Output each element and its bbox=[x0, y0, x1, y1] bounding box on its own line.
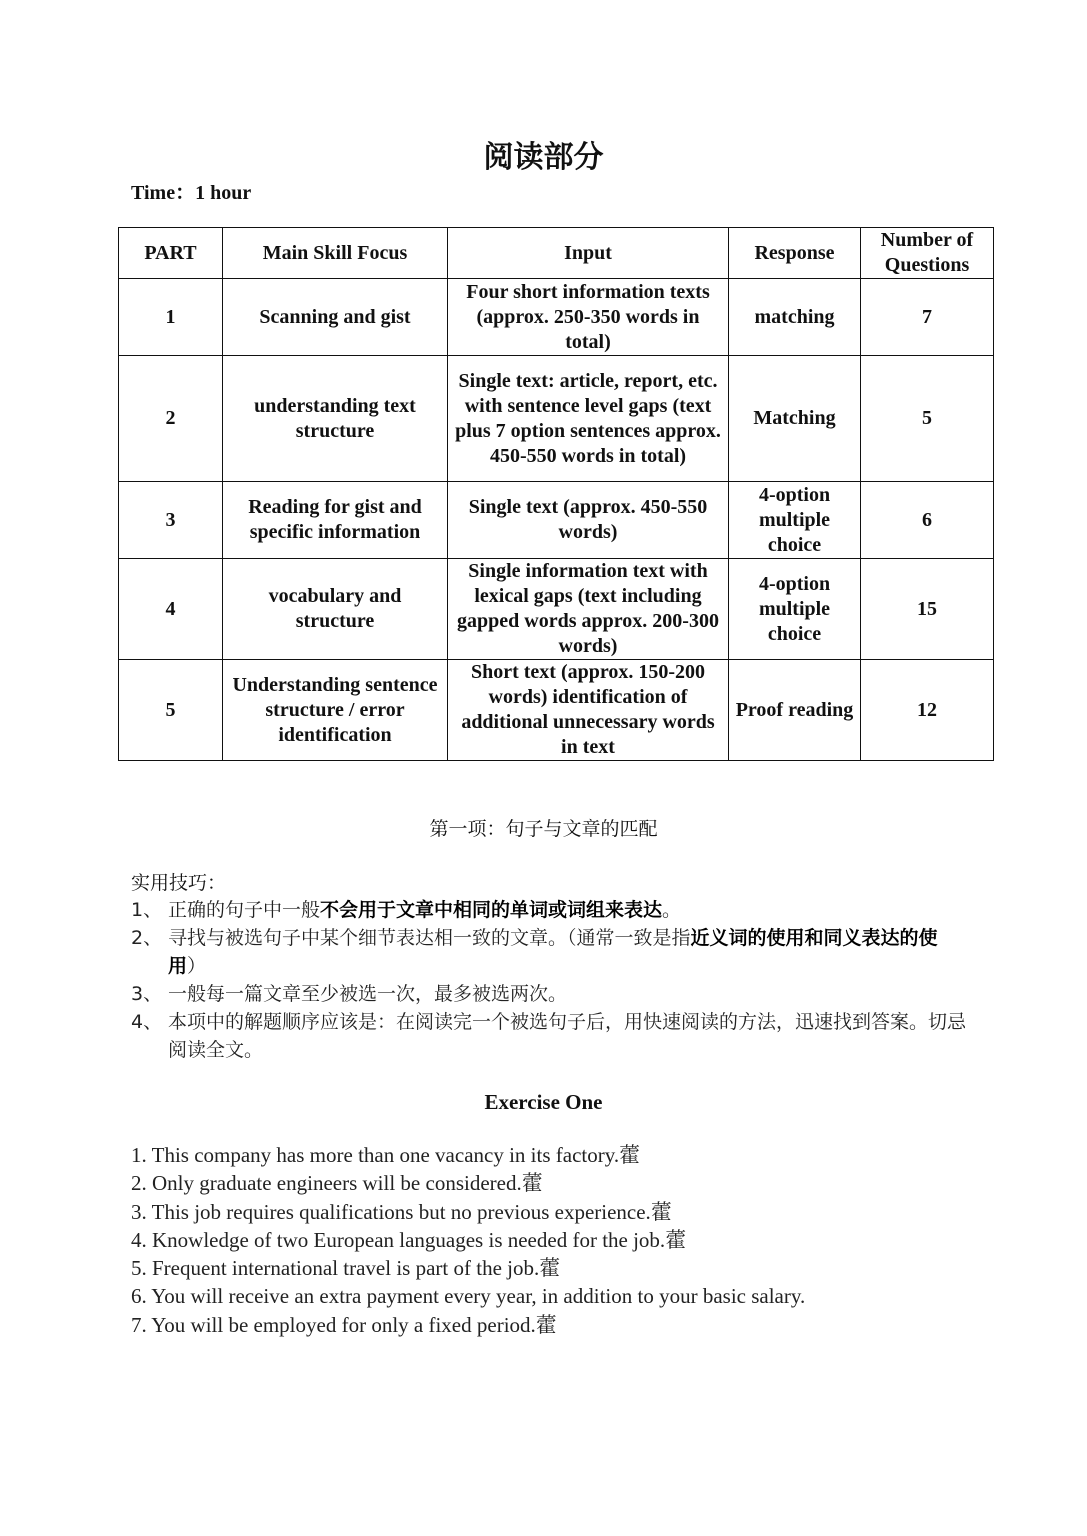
table-row bbox=[119, 660, 994, 761]
table-row bbox=[119, 356, 994, 482]
exercise-marker: 藿 bbox=[665, 1227, 687, 1252]
header-part: PART bbox=[119, 228, 223, 279]
cell-part: 1 bbox=[119, 279, 223, 356]
cell-input: Single information text with lexical gaps (text including gapped words approx. 200-300 words) bbox=[448, 559, 729, 660]
cell-count: 12 bbox=[861, 660, 994, 761]
exercise-title: Exercise One bbox=[484, 1090, 603, 1114]
tip-text-end: ） bbox=[187, 955, 207, 977]
cell-response: Matching bbox=[729, 356, 861, 482]
exercise-list bbox=[131, 1141, 1031, 1339]
tip-emphasis: 不会用于文章中相同的单词或词组来表达 bbox=[320, 899, 663, 921]
tip-text: 一般每一篇文章至少被选一次，最多被选两次。 bbox=[168, 983, 568, 1005]
page-title: 阅读部分 bbox=[483, 140, 604, 175]
table-row bbox=[119, 279, 994, 356]
list-item bbox=[131, 1141, 1031, 1169]
exercise-text: 1. This company has more than one vacancy in its factory. bbox=[131, 1143, 620, 1167]
cell-skill: Reading for gist and specific information bbox=[223, 482, 448, 559]
cell-part: 4 bbox=[119, 559, 223, 660]
cell-response: 4-option multiple choice bbox=[729, 559, 861, 660]
table-header-row bbox=[119, 228, 994, 279]
tip-number: 3、 bbox=[131, 983, 163, 1005]
cell-skill: vocabulary and structure bbox=[223, 559, 448, 660]
exercise-text: 7. You will be employed for only a fixed period. bbox=[131, 1312, 536, 1337]
cell-skill: Understanding sentence structure / error identification bbox=[223, 660, 448, 761]
list-item bbox=[131, 980, 971, 1008]
cell-input: Short text (approx. 150-200 words) identification of additional unnecessary words in text bbox=[448, 660, 729, 761]
header-skill: Main Skill Focus bbox=[223, 228, 448, 279]
tip-text: 正确的句子中一般 bbox=[168, 899, 321, 921]
list-item bbox=[131, 1311, 1031, 1339]
cell-count: 15 bbox=[861, 559, 994, 660]
cell-count: 7 bbox=[861, 279, 994, 356]
exercise-text: 6. You will receive an extra payment every year, in addition to your basic salary. bbox=[131, 1284, 806, 1309]
tip-emphasis: 近义词的使用和同义表达的使用 bbox=[168, 927, 938, 977]
skills-table bbox=[118, 227, 994, 761]
exercise-marker: 藿 bbox=[535, 1312, 557, 1337]
exercise-marker: 藿 bbox=[521, 1171, 543, 1196]
tip-number: 4、 bbox=[131, 1011, 163, 1033]
tip-number: 1、 bbox=[131, 899, 163, 921]
table-row bbox=[119, 559, 994, 660]
list-item bbox=[131, 1169, 1031, 1197]
cell-input: Single text: article, report, etc. with sentence level gaps (text plus 7 option sentences approx. 450-550 words in total) bbox=[448, 356, 729, 482]
list-item bbox=[131, 1254, 1031, 1282]
exercise-marker: 藿 bbox=[650, 1199, 672, 1224]
tips-list bbox=[131, 896, 971, 1064]
header-input: Input bbox=[448, 228, 729, 279]
tip-text: 寻找与被选句子中某个细节表达相一致的文章。（通常一致是指 bbox=[168, 927, 691, 949]
tip-text: 本项中的解题顺序应该是：在阅读完一个被选句子后，用快速阅读的方法，迅速找到答案。切忌阅读全文。 bbox=[168, 1011, 967, 1061]
cell-count: 5 bbox=[861, 356, 994, 482]
exercise-marker: 藿 bbox=[539, 1256, 561, 1281]
time-label: Time：1 hour bbox=[131, 182, 252, 204]
section-title: 第一项：句子与文章的匹配 bbox=[429, 818, 658, 840]
exercise-text: 5. Frequent international travel is part of the job. bbox=[131, 1256, 540, 1281]
list-item bbox=[131, 896, 971, 924]
list-item bbox=[131, 924, 971, 980]
exercise-marker: 藿 bbox=[619, 1143, 641, 1167]
cell-response: 4-option multiple choice bbox=[729, 482, 861, 559]
header-count: Number of Questions bbox=[861, 228, 994, 279]
cell-part: 3 bbox=[119, 482, 223, 559]
list-item bbox=[131, 1226, 1031, 1254]
header-response: Response bbox=[729, 228, 861, 279]
list-item bbox=[131, 1198, 1031, 1226]
tip-text-end: 。 bbox=[662, 899, 682, 921]
list-item bbox=[131, 1282, 1031, 1310]
exercise-text: 2. Only graduate engineers will be considered. bbox=[131, 1171, 522, 1196]
exercise-text: 4. Knowledge of two European languages is needed for the job. bbox=[131, 1227, 666, 1252]
cell-skill: Scanning and gist bbox=[223, 279, 448, 356]
cell-part: 2 bbox=[119, 356, 223, 482]
cell-part: 5 bbox=[119, 660, 223, 761]
tips-heading: 实用技巧： bbox=[131, 872, 227, 894]
cell-response: Proof reading bbox=[729, 660, 861, 761]
cell-skill: understanding text structure bbox=[223, 356, 448, 482]
tip-number: 2、 bbox=[131, 927, 163, 949]
list-item bbox=[131, 1008, 971, 1064]
cell-response: matching bbox=[729, 279, 861, 356]
cell-input: Four short information texts (approx. 250-350 words in total) bbox=[448, 279, 729, 356]
cell-input: Single text (approx. 450-550 words) bbox=[448, 482, 729, 559]
table-row bbox=[119, 482, 994, 559]
cell-count: 6 bbox=[861, 482, 994, 559]
exercise-text: 3. This job requires qualifications but no previous experience. bbox=[131, 1199, 651, 1224]
